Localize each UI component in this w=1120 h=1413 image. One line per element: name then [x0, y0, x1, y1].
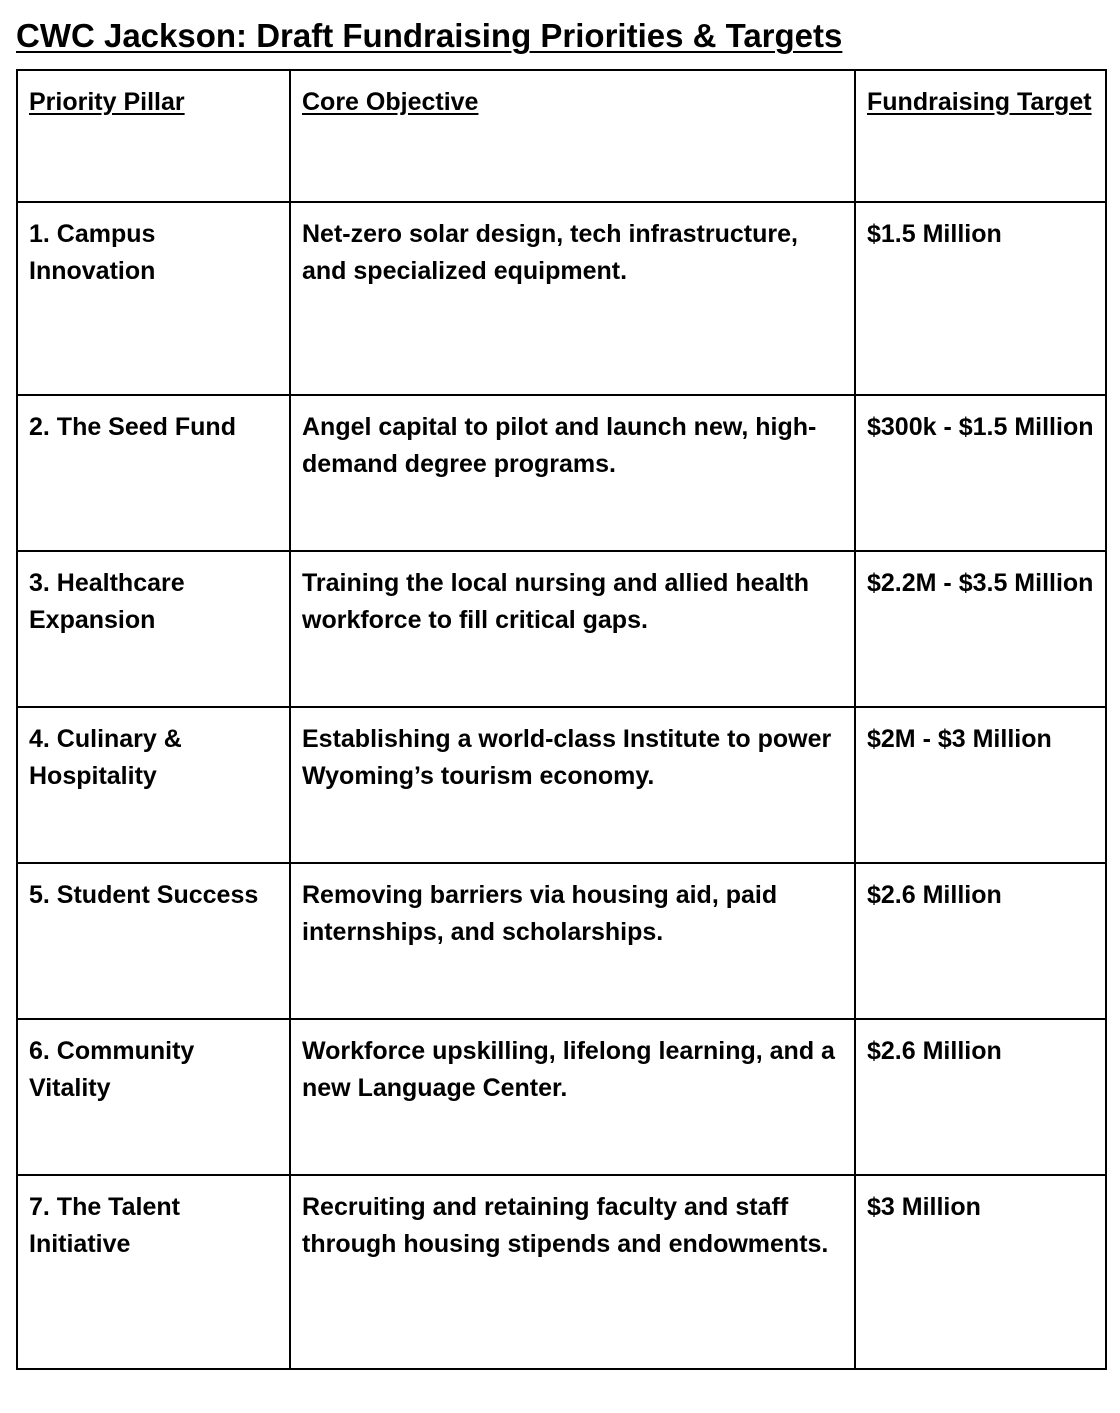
objective-cell: Establishing a world-class Institute to power Wyoming’s tourism economy. — [290, 707, 855, 863]
target-cell: $1.5 Million — [855, 202, 1106, 395]
objective-cell: Net-zero solar design, tech infrastructure, and specialized equipment. — [290, 202, 855, 395]
pillar-cell: 6. Community Vitality — [17, 1019, 290, 1175]
table-row — [17, 1175, 1106, 1369]
pillar-cell: 3. Healthcare Expansion — [17, 551, 290, 707]
objective-cell: Training the local nursing and allied health workforce to fill critical gaps. — [290, 551, 855, 707]
table-row — [17, 551, 1106, 707]
header-core-objective: Core Objective — [290, 70, 855, 202]
table-header-row — [17, 70, 1106, 202]
target-cell: $2.6 Million — [855, 863, 1106, 1019]
table-row — [17, 395, 1106, 551]
pillar-cell: 2. The Seed Fund — [17, 395, 290, 551]
priorities-table — [16, 69, 1107, 1370]
objective-cell: Removing barriers via housing aid, paid internships, and scholarships. — [290, 863, 855, 1019]
target-cell: $2.6 Million — [855, 1019, 1106, 1175]
document-title: CWC Jackson: Draft Fundraising Priorities & Targets — [16, 17, 843, 54]
target-cell: $3 Million — [855, 1175, 1106, 1369]
pillar-cell: 5. Student Success — [17, 863, 290, 1019]
objective-cell: Workforce upskilling, lifelong learning, and a new Language Center. — [290, 1019, 855, 1175]
pillar-cell: 1. Campus Innovation — [17, 202, 290, 395]
table-row — [17, 202, 1106, 395]
objective-cell: Angel capital to pilot and launch new, high-demand degree programs. — [290, 395, 855, 551]
header-priority-pillar: Priority Pillar — [17, 70, 290, 202]
table-row — [17, 707, 1106, 863]
target-cell: $2M - $3 Million — [855, 707, 1106, 863]
pillar-cell: 4. Culinary & Hospitality — [17, 707, 290, 863]
header-fundraising-target: Fundraising Target — [855, 70, 1106, 202]
target-cell: $300k - $1.5 Million — [855, 395, 1106, 551]
pillar-cell: 7. The Talent Initiative — [17, 1175, 290, 1369]
table-row — [17, 1019, 1106, 1175]
objective-cell: Recruiting and retaining faculty and staff through housing stipends and endowments. — [290, 1175, 855, 1369]
table-row — [17, 863, 1106, 1019]
target-cell: $2.2M - $3.5 Million — [855, 551, 1106, 707]
